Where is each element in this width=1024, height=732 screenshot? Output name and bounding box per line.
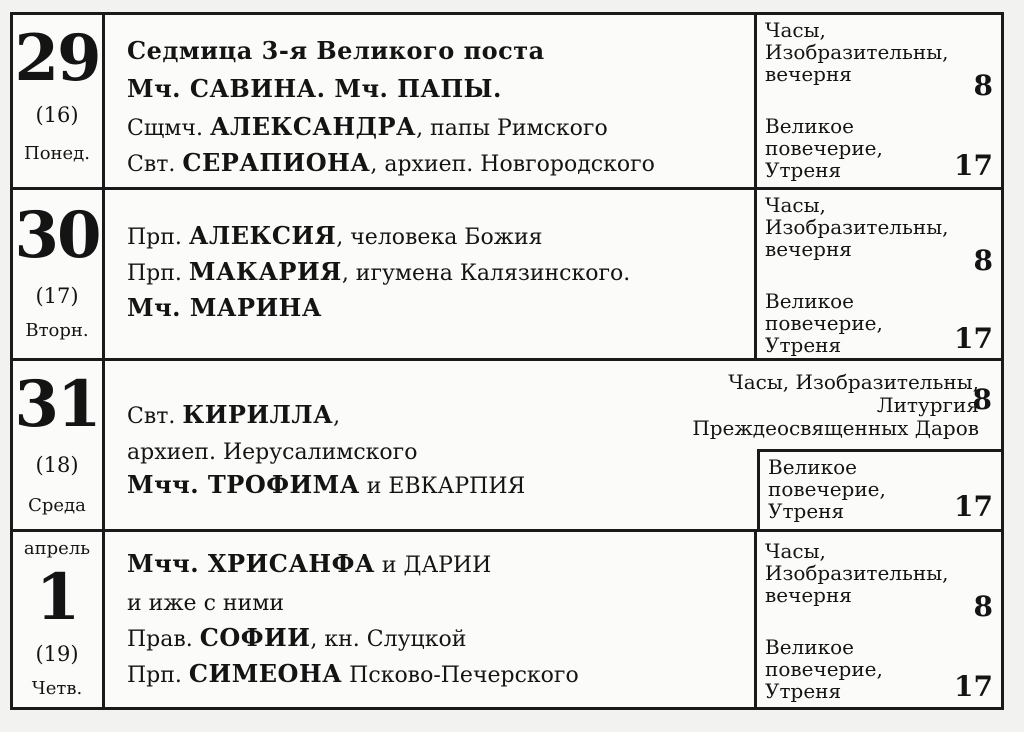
evening-time: 17: [954, 670, 993, 703]
evening-time: 17: [954, 490, 993, 523]
liturgy-time: 8: [972, 383, 992, 416]
date-cell: [13, 15, 105, 187]
evening-services: Великое повечерие, Утреня: [765, 635, 883, 703]
weekday-label: Понед.: [24, 143, 90, 164]
old-style-date: (18): [35, 453, 79, 477]
weekday-label: Среда: [28, 495, 86, 516]
month-label: апрель: [23, 538, 91, 559]
date-cell: [13, 190, 105, 358]
evening-services: Великое повечерие, Утреня: [765, 289, 883, 357]
commemoration-line: Свт. СЕРАПИОНА, архиеп. Новгородского: [127, 148, 655, 177]
commemoration-line: Мч. МАРИНА: [127, 293, 322, 322]
commemoration-line: Седмица 3-я Великого поста: [127, 36, 545, 65]
commemoration-line: и иже с ними: [127, 591, 284, 616]
evening-services: Великое повечерие, Утреня: [768, 455, 886, 523]
commemoration-line: Свт. КИРИЛЛА,: [127, 400, 341, 429]
commemoration-line: Мч. САВИНА. Мч. ПАПЫ.: [127, 74, 502, 103]
commemoration-line: архиеп. Иерусалимского: [127, 440, 418, 465]
commemoration-line: Мчч. ХРИСАНФА и ДАРИИ: [127, 549, 492, 578]
morning-time: 8: [973, 69, 993, 102]
liturgy-line: Литургия: [876, 393, 979, 417]
morning-services: Часы, Изобразительны, вечерня: [765, 193, 949, 261]
day-row-29: [13, 15, 1001, 190]
commemoration-line: Прп. МАКАРИЯ, игумена Калязинского.: [127, 257, 631, 286]
weekday-label: Вторн.: [25, 320, 89, 341]
day-number: 30: [14, 198, 100, 273]
day-number: 31: [14, 367, 100, 442]
commemoration-line: Прп. АЛЕКСИЯ, человека Божия: [127, 221, 543, 250]
date-cell: [13, 532, 105, 707]
day-row-30: [13, 190, 1001, 361]
evening-time: 17: [954, 149, 993, 182]
calendar-sheet: [10, 12, 1004, 710]
commemoration-line: Сщмч. АЛЕКСАНДРА, папы Римского: [127, 112, 608, 141]
commemoration-cell: [105, 190, 757, 358]
liturgy-line: Преждеосвященных Даров: [692, 416, 979, 440]
old-style-date: (19): [35, 642, 79, 666]
day-number: 29: [14, 21, 100, 96]
morning-time: 8: [973, 590, 993, 623]
day-number: 1: [35, 560, 79, 635]
liturgy-services: [559, 371, 979, 440]
commemoration-cell: [105, 532, 757, 707]
services-cell: [757, 15, 1001, 187]
old-style-date: (16): [35, 103, 79, 127]
liturgy-line: Часы, Изобразительны,: [728, 370, 979, 394]
services-cell: [757, 449, 1001, 529]
commemoration-line: Прав. СОФИИ, кн. Слуцкой: [127, 623, 467, 652]
services-cell: [757, 190, 1001, 358]
evening-services: Великое повечерие, Утреня: [765, 114, 883, 182]
morning-time: 8: [973, 244, 993, 277]
services-cell: [757, 532, 1001, 707]
date-cell: [13, 361, 105, 529]
commemoration-line: Мчч. ТРОФИМА и ЕВКАРПИЯ: [127, 470, 526, 499]
morning-services: Часы, Изобразительны, вечерня: [765, 18, 949, 86]
commemoration-line: Прп. СИМЕОНА Псково-Печерского: [127, 659, 579, 688]
morning-services: Часы, Изобразительны, вечерня: [765, 539, 949, 607]
old-style-date: (17): [35, 284, 79, 308]
evening-time: 17: [954, 322, 993, 355]
weekday-label: Четв.: [31, 678, 83, 699]
day-row-1: [13, 532, 1001, 707]
commemoration-cell: [105, 15, 757, 187]
day-row-31: [13, 361, 1001, 532]
